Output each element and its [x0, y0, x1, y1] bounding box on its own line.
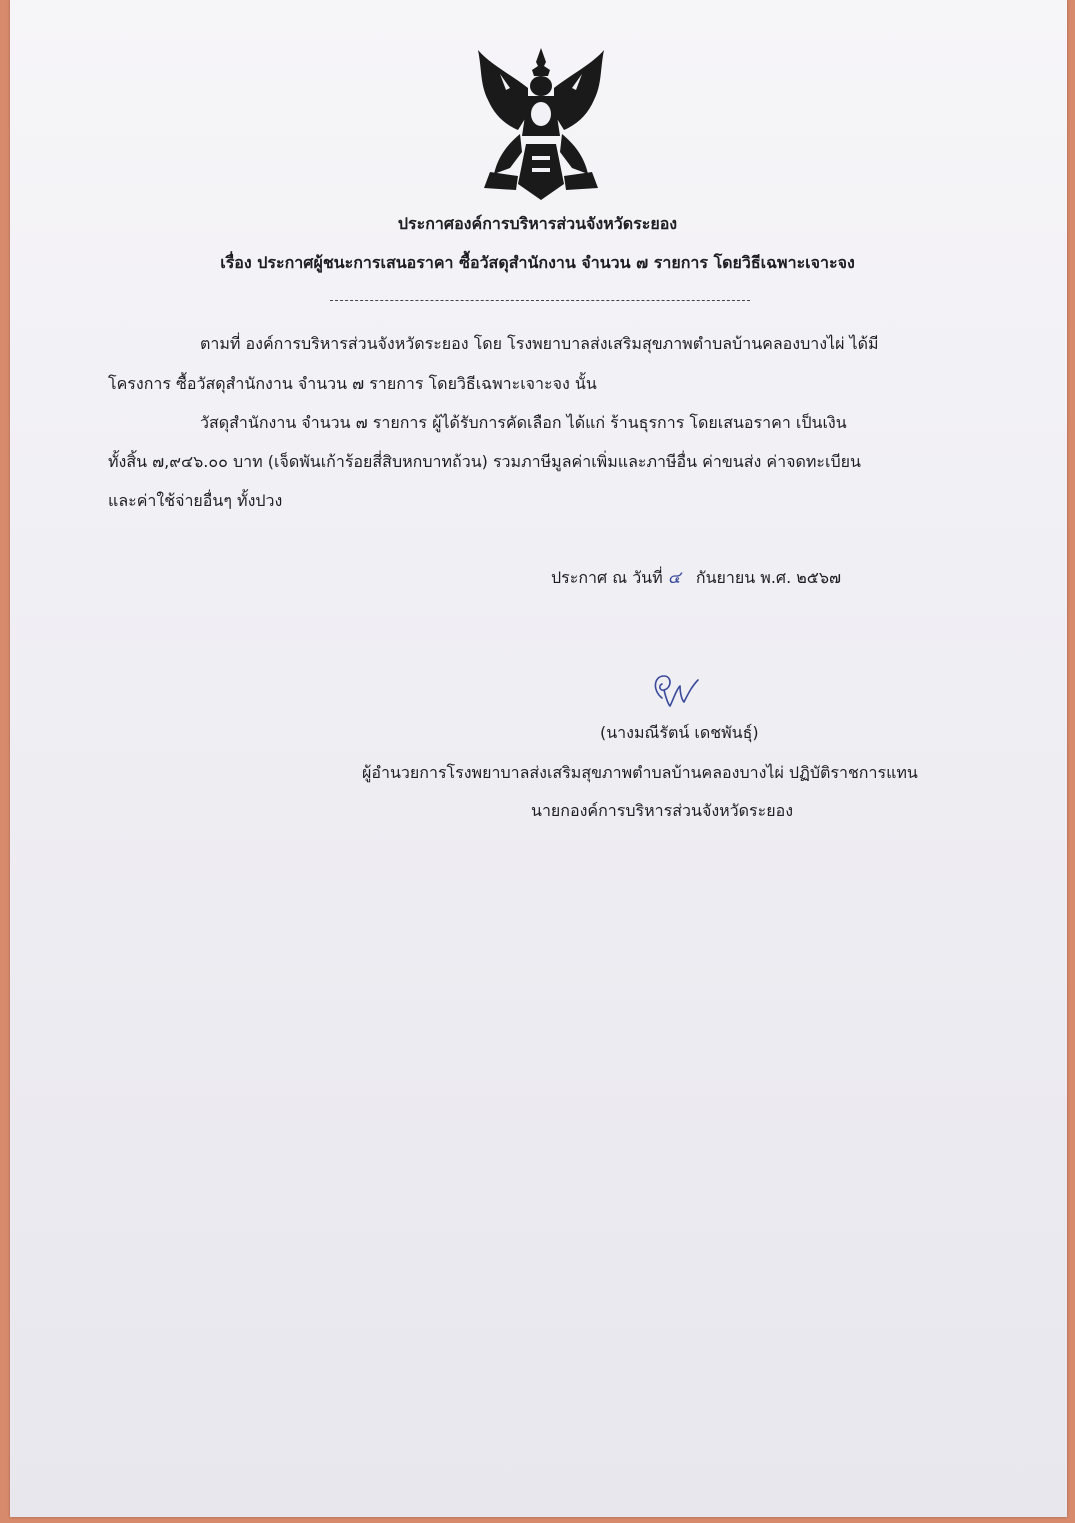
- body-line-2: โครงการ ซื้อวัสดุสำนักงาน จำนวน ๗ รายการ โดยวิธีเฉพาะเจาะจง นั้น: [108, 374, 597, 393]
- date-day: ๔: [667, 568, 681, 588]
- body-line-1: ตามที่ องค์การบริหารส่วนจังหวัดระยอง โดย โรงพยาบาลส่งเสริมสุขภาพตำบลบ้านคลองบางไผ่ ได้มี: [200, 334, 879, 353]
- body-line-3: วัสดุสำนักงาน จำนวน ๗ รายการ ผู้ได้รับการคัดเลือก ได้แก่ ร้านธุรการ โดยเสนอราคา เป็นเงิน: [200, 413, 847, 432]
- document-title: ประกาศองค์การบริหารส่วนจังหวัดระยอง: [397, 214, 678, 233]
- date-month-year: กันยายน พ.ศ. ๒๕๖๗: [695, 568, 842, 587]
- announcement-date: [551, 568, 841, 588]
- body-line-4: ทั้งสิ้น ๗,๙๔๖.๐๐ บาท (เจ็ดพันเก้าร้อยสี่สิบหกบาทถ้วน) รวมภาษีมูลค่าเพิ่มและภาษีอื่น ค่าขนส่ง ค่าจดทะเบียน: [108, 452, 861, 471]
- divider-line: [330, 300, 750, 301]
- handwritten-signature: [648, 668, 708, 710]
- signer-position-1: ผู้อำนวยการโรงพยาบาลส่งเสริมสุขภาพตำบลบ้านคลองบางไผ่ ปฏิบัติราชการแทน: [362, 763, 918, 782]
- date-prefix: ประกาศ ณ วันที่: [551, 568, 663, 587]
- signer-name: (นางมณีรัตน์ เดชพันธุ์): [600, 723, 759, 742]
- signer-position-2: นายกองค์การบริหารส่วนจังหวัดระยอง: [531, 801, 794, 820]
- garuda-emblem-icon: [470, 44, 612, 204]
- body-line-5: และค่าใช้จ่ายอื่นๆ ทั้งปวง: [108, 491, 283, 510]
- document-subject: เรื่อง ประกาศผู้ชนะการเสนอราคา ซื้อวัสดุสำนักงาน จำนวน ๗ รายการ โดยวิธีเฉพาะเจาะจง: [220, 253, 855, 272]
